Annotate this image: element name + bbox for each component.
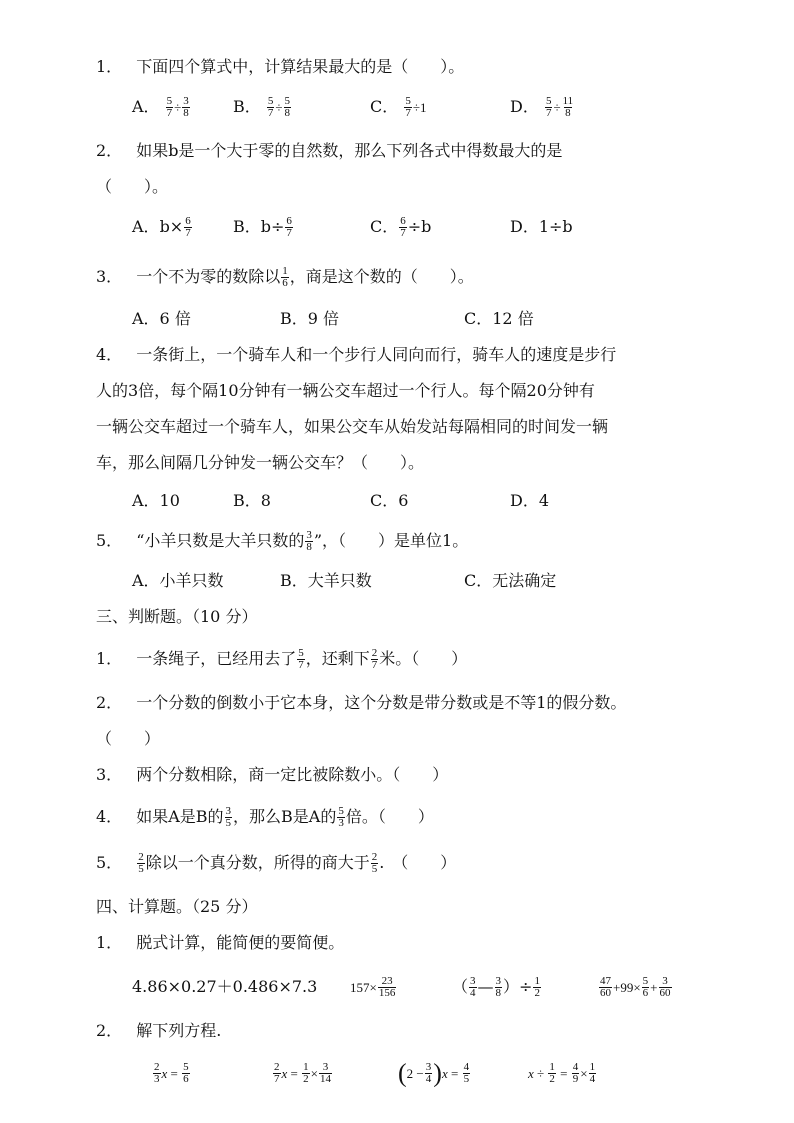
option-c[interactable]: C． $\frac{6}{7}$ ÷b bbox=[370, 215, 432, 239]
option-b[interactable]: B．9 倍 bbox=[280, 309, 340, 328]
fraction: $\frac{5}{7}$ bbox=[166, 95, 173, 119]
option-c[interactable]: C．12 倍 bbox=[464, 309, 534, 328]
fraction: $\frac{1}{6}$ bbox=[282, 265, 288, 289]
question-3: 3． 一个不为零的数除以 $\frac{1}{6}$ ，商是这个数的（ ）。 bbox=[96, 265, 474, 289]
question-number: 2． bbox=[96, 141, 123, 160]
answer-blank: （ ） bbox=[96, 729, 161, 748]
fraction: $\frac{3}{14}$ bbox=[319, 1061, 331, 1085]
question-number: 5． bbox=[96, 531, 123, 550]
fraction: $\frac{5}{7}$ bbox=[545, 95, 552, 119]
equation-3: (2 − $\frac{3}{4}$ )x = $\frac{4}{5}$ bbox=[398, 1058, 470, 1088]
option-b[interactable]: B．b÷ $\frac{6}{7}$ bbox=[233, 215, 292, 239]
fraction: $\frac{23}{156}$ bbox=[378, 975, 396, 999]
fraction: $\frac{6}{7}$ bbox=[185, 215, 191, 239]
fraction: $\frac{5}{7}$ bbox=[405, 95, 411, 119]
fraction: $\frac{2}{5}$ bbox=[371, 851, 378, 875]
option-a[interactable]: A．6 倍 bbox=[132, 309, 191, 328]
expression-1: 4.86×0.27＋0.486×7.3 bbox=[132, 977, 318, 996]
equation-1: $\frac{2}{3}$ x = $\frac{5}{6}$ bbox=[154, 1061, 189, 1085]
fraction: $\frac{3}{4}$ bbox=[470, 975, 476, 999]
fraction: $\frac{5}{6}$ bbox=[183, 1061, 189, 1085]
fraction: $\frac{6}{7}$ bbox=[286, 215, 292, 239]
fraction: $\frac{4}{9}$ bbox=[572, 1061, 579, 1085]
question-1 bbox=[96, 56, 464, 78]
fraction: $\frac{5}{7}$ bbox=[298, 647, 304, 671]
fraction: $\frac{5}{3}$ bbox=[338, 805, 344, 829]
option-a[interactable]: A．10 bbox=[132, 491, 180, 510]
question-4-line: 人的3倍，每个隔10分钟有一辆公交车超过一个行人。每个隔20分钟有 bbox=[96, 381, 595, 400]
question-number: 4． bbox=[96, 345, 123, 364]
question-2 bbox=[96, 140, 562, 162]
fraction: $\frac{3}{4}$ bbox=[425, 1061, 432, 1085]
option-a[interactable]: A．b× $\frac{6}{7}$ bbox=[132, 215, 191, 239]
question-4: 4． 一条街上，一个骑车人和一个步行人同向而行，骑车人的速度是步行 bbox=[96, 345, 617, 364]
judge-item-1: 1． 一条绳子，已经用去了 $\frac{5}{7}$ ，还剩下 $\frac{2}{7}$ 米。（ ） bbox=[96, 647, 468, 671]
calc-item-1: 1． 脱式计算，能简便的要简便。 bbox=[96, 933, 345, 952]
fraction: $\frac{5}{8}$ bbox=[284, 95, 290, 119]
fraction: $\frac{3}{5}$ bbox=[225, 805, 232, 829]
fraction: $\frac{3}{60}$ bbox=[659, 975, 671, 999]
calc-item-2: 2． 解下列方程. bbox=[96, 1021, 222, 1040]
section-heading-judge: 三、判断题。（10 分） bbox=[96, 607, 258, 626]
fraction: $\frac{3}{8}$ bbox=[306, 529, 312, 553]
expression-4: $\frac{47}{60}$ +99× $\frac{5}{6}$ + $\frac{3}{60}$ bbox=[600, 975, 671, 999]
answer-blank: （ ）。 bbox=[96, 177, 169, 196]
equation-2: $\frac{2}{7}$ x = $\frac{1}{2}$ × $\frac{3}{14}$ bbox=[274, 1061, 331, 1085]
option-a[interactable]: A．小羊只数 bbox=[132, 571, 224, 590]
option-a[interactable]: A． $\frac{5}{7}$ ÷ $\frac{3}{8}$ bbox=[132, 95, 189, 119]
option-d[interactable]: D．4 bbox=[510, 491, 550, 510]
fraction: $\frac{1}{4}$ bbox=[589, 1061, 596, 1085]
option-c[interactable]: C． $\frac{5}{7}$ ÷1 bbox=[370, 95, 427, 119]
fraction: $\frac{2}{5}$ bbox=[138, 851, 144, 875]
fraction: $\frac{1}{2}$ bbox=[549, 1061, 555, 1085]
judge-item-4: 4． 如果A是B的 $\frac{3}{5}$ ，那么B是A的 $\frac{5}{3}$ 倍。（ ） bbox=[96, 805, 434, 829]
option-d[interactable]: D． $\frac{5}{7}$ ÷ $\frac{11}{8}$ bbox=[510, 95, 574, 119]
expression-3: （ $\frac{3}{4}$ — $\frac{3}{8}$ ）÷ $\frac{1}{2}$ bbox=[452, 975, 540, 999]
expression-2: 157× $\frac{23}{156}$ bbox=[350, 975, 396, 999]
option-b[interactable]: B．大羊只数 bbox=[280, 571, 372, 590]
fraction: $\frac{2}{7}$ bbox=[371, 647, 378, 671]
fraction: $\frac{3}{8}$ bbox=[495, 975, 502, 999]
fraction: $\frac{6}{7}$ bbox=[400, 215, 406, 239]
option-c[interactable]: C．6 bbox=[370, 491, 409, 510]
question-stem: 如果b是一个大于零的自然数，那么下列各式中得数最大的是 bbox=[136, 141, 563, 160]
question-stem: 下面四个算式中，计算结果最大的是（ ）。 bbox=[136, 57, 465, 76]
judge-item-2: 2． 一个分数的倒数小于它本身，这个分数是带分数或是不等1的假分数。 bbox=[96, 693, 627, 712]
fraction: $\frac{47}{60}$ bbox=[600, 975, 611, 999]
fraction: $\frac{3}{8}$ bbox=[183, 95, 189, 119]
question-4-line: 一辆公交车超过一个骑车人，如果公交车从始发站每隔相同的时间发一辆 bbox=[96, 417, 609, 436]
option-c[interactable]: C．无法确定 bbox=[464, 571, 557, 590]
section-heading-calc: 四、计算题。（25 分） bbox=[96, 897, 258, 916]
judge-item-3: 3． 两个分数相除，商一定比被除数小。（ ） bbox=[96, 765, 449, 784]
equation-4: x ÷ $\frac{1}{2}$ = $\frac{4}{9}$ × $\frac{1}{4}$ bbox=[528, 1061, 596, 1085]
fraction: $\frac{2}{3}$ bbox=[154, 1061, 160, 1085]
option-d[interactable]: D．1÷b bbox=[510, 217, 573, 236]
fraction: $\frac{5}{6}$ bbox=[642, 975, 649, 999]
question-number: 1． bbox=[96, 57, 123, 76]
option-b[interactable]: B． $\frac{5}{7}$ ÷ $\frac{5}{8}$ bbox=[233, 95, 290, 119]
judge-item-5: 5． $\frac{2}{5}$ 除以一个真分数，所得的商大于 $\frac{2}{5}$ . （ ） bbox=[96, 851, 457, 875]
fraction: $\frac{5}{7}$ bbox=[267, 95, 274, 119]
fraction: $\frac{11}{8}$ bbox=[562, 95, 574, 119]
question-number: 3． bbox=[96, 267, 123, 286]
fraction: $\frac{4}{5}$ bbox=[463, 1061, 470, 1085]
fraction: $\frac{1}{2}$ bbox=[534, 975, 540, 999]
fraction: $\frac{1}{2}$ bbox=[303, 1061, 309, 1085]
question-5: 5． “小羊只数是大羊只数的 $\frac{3}{8}$ ”，（ ）是单位1。 bbox=[96, 529, 469, 553]
option-b[interactable]: B．8 bbox=[233, 491, 271, 510]
fraction: $\frac{2}{7}$ bbox=[274, 1061, 280, 1085]
question-4-line: 车，那么间隔几分钟发一辆公交车？（ ）。 bbox=[96, 453, 425, 472]
